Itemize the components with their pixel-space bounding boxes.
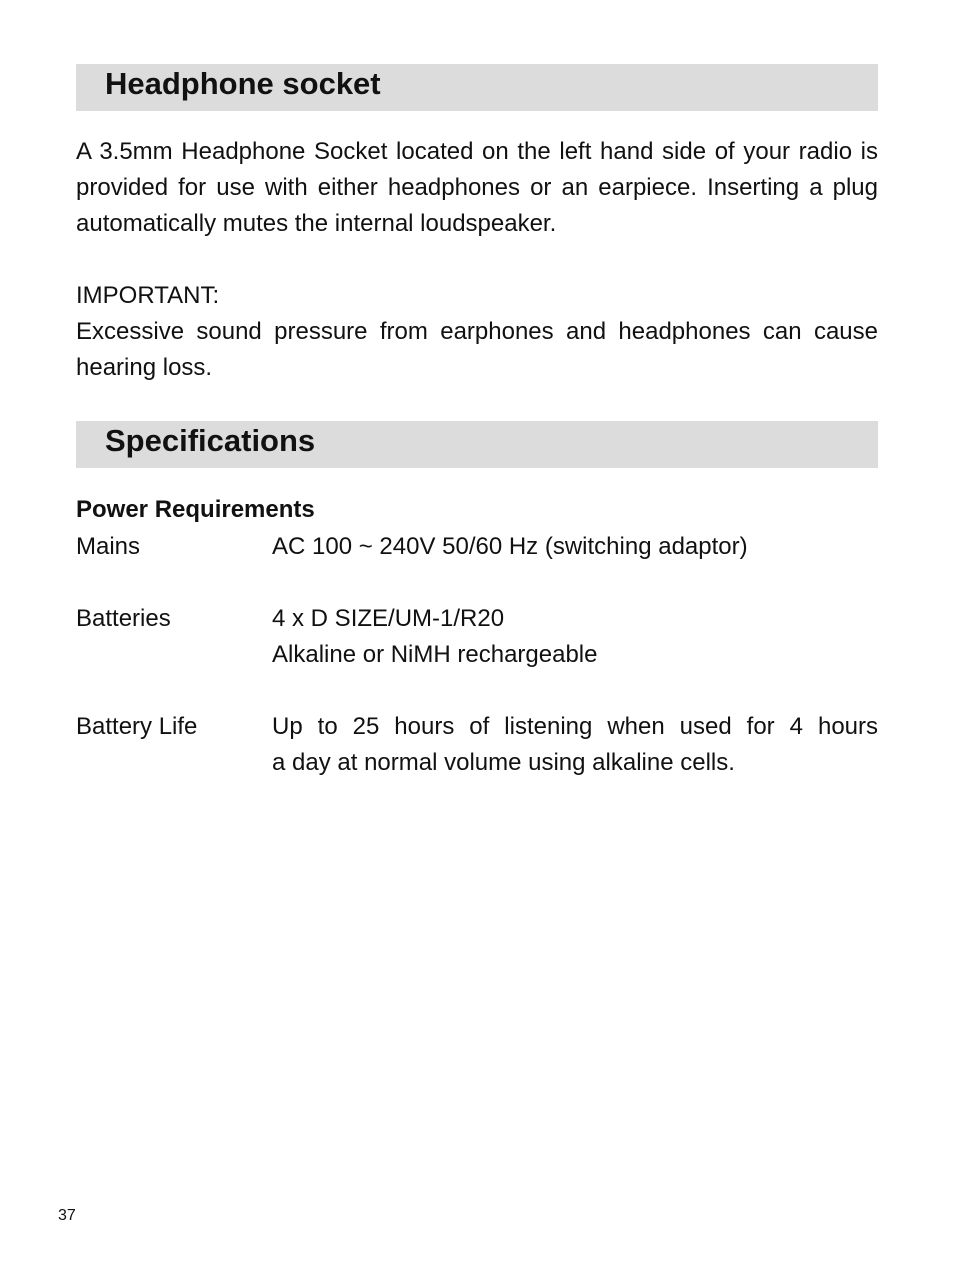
- headphone-socket-header: [76, 64, 878, 111]
- power-requirements-heading: Power Requirements: [76, 496, 315, 523]
- spec-value: [272, 529, 878, 565]
- spec-value-line: Alkaline or NiMH rechargeable: [272, 641, 598, 668]
- specifications-header: [76, 421, 878, 468]
- spec-value-line: a day at normal volume using alkaline cells.: [272, 749, 735, 776]
- spec-label: Batteries: [76, 605, 171, 632]
- spec-value: [272, 709, 878, 781]
- spec-label: Mains: [76, 533, 141, 560]
- spec-label: Battery Life: [76, 713, 198, 740]
- page-number: 37: [58, 1207, 76, 1224]
- spec-value-line: 4 x D SIZE/UM-1/R20: [272, 605, 505, 632]
- important-label: IMPORTANT:: [76, 282, 220, 309]
- spec-value-line: Up to 25 hours of listening when used for 4 hours: [272, 713, 878, 740]
- spec-value: [272, 601, 878, 673]
- important-text: Excessive sound pressure from earphones and headphones can cause hearing loss.: [76, 318, 878, 381]
- headphone-socket-title: Headphone socket: [105, 66, 381, 101]
- headphone-socket-paragraph: A 3.5mm Headphone Socket located on the left hand side of your radio is provided for use with either headphones or an earpiece. Inserting a plug automatically mutes the internal loudspeaker.: [76, 138, 878, 237]
- spec-value-line: AC 100 ~ 240V 50/60 Hz (switching adaptor): [272, 533, 748, 560]
- specifications-title: Specifications: [105, 423, 316, 458]
